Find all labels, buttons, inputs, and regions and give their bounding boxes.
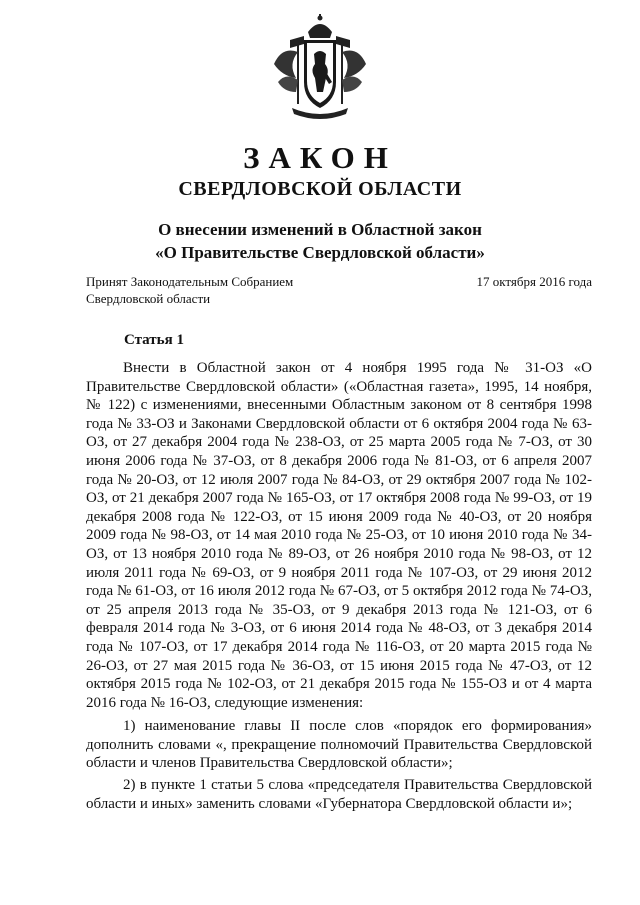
- region-title: СВЕРДЛОВСКОЙ ОБЛАСТИ: [178, 178, 462, 200]
- article-heading: Статья 1: [124, 332, 184, 348]
- law-subject: [0, 218, 640, 264]
- adoption-authority-line-2: Свердловской области: [86, 291, 211, 306]
- article-intro-paragraph: Внести в Областной закон от 4 ноября 1995 года № 31-ОЗ «О Правительстве Свердловской области» («Областная газета», 1995, 14 ноября, № 122) с изменениями, внесенными Областным законом от 8 сентября 1998 года № 33-ОЗ и Законами Свердловской области от 6 октября 2004 года № 63-ОЗ, от 27 декабря 2004 года № 238-ОЗ, от 25 марта 2005 года № 7-ОЗ, от 30 июня 2006 года № 37-ОЗ, от 8 декабря 2006 года № 81-ОЗ, от 6 апреля 2007 года № 20-ОЗ, от 12 июля 2007 года № 84-ОЗ, от 29 октября 2007 года № 102-ОЗ, от 21 декабря 2007 года № 165-ОЗ, от 17 октября 2008 года № 99-ОЗ, от 19 декабря 2008 года № 122-ОЗ, от 15 июня 2009 года № 40-ОЗ, от 20 ноября 2009 года № 98-ОЗ, от 14 мая 2010 года № 25-ОЗ, от 10 июня 2010 года № 34-ОЗ, от 13 ноября 2010 года № 89-ОЗ, от 26 ноября 2010 года № 98-ОЗ, от 12 июля 2011 года № 69-ОЗ, от 9 ноября 2011 года № 107-ОЗ, от 29 июня 2012 года № 61-ОЗ, от 16 июля 2012 года № 67-ОЗ, от 5 октября 2012 года № 74-ОЗ, от 25 апреля 2013 года № 35-ОЗ, от 9 декабря 2013 года № 121-ОЗ, от 6 февраля 2014 года № 3-ОЗ, от 6 июня 2014 года № 48-ОЗ, от 3 декабря 2014 года № 107-ОЗ, от 17 декабря 2014 года № 116-ОЗ, от 20 марта 2015 года № 26-ОЗ, от 27 мая 2015 года № 36-ОЗ, от 15 июня 2015 года № 47-ОЗ, от 12 октября 2015 года № 102-ОЗ, от 21 декабря 2015 года № 155-ОЗ и от 4 марта 2016 года № 16-ОЗ, следующие изменения:: [86, 360, 592, 711]
- coat-of-arms-emblem: [268, 12, 372, 122]
- law-subject-line-1: О внесении изменений в Областной закон: [158, 220, 482, 239]
- adoption-authority-line-1: Принят Законодательным Собранием: [86, 274, 294, 289]
- article-item-2: 2) в пункте 1 статьи 5 слова «председателя Правительства Свердловской области и иных» заменить словами «Губернатора Свердловской области и»;: [86, 777, 592, 812]
- article-item-1: 1) наименование главы II после слов «порядок его формирования» дополнить словами «, прекращение полномочий Правительства Свердловской области и членов Правительства Свердловской области»;: [86, 718, 592, 772]
- law-subject-line-2: «О Правительстве Свердловской области»: [155, 243, 485, 262]
- adoption-date: 17 октября 2016 года: [476, 274, 592, 289]
- adoption-authority: [86, 273, 293, 307]
- law-type-title: ЗАКОН: [243, 140, 397, 175]
